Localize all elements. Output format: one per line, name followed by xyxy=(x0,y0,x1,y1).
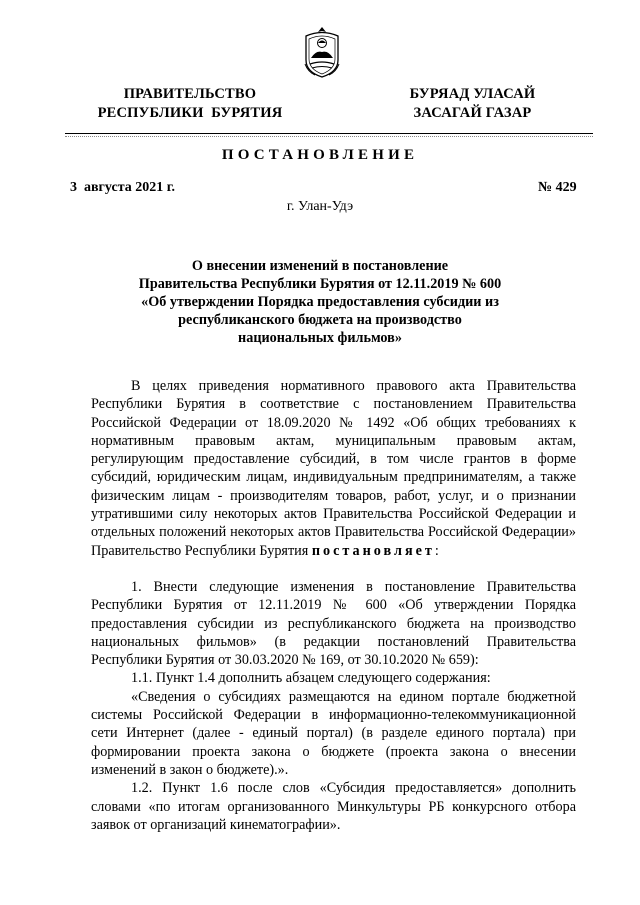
title-line: республиканского бюджета на производство xyxy=(178,312,462,328)
item-1-1-quote-paragraph: «Сведения о субсидиях размещаются на едином портале бюджетной системы Российской Федерации в информационно-телекоммуникационной сети Интернет (далее - единый портал) (в разделе единого портала) при формировании проекта закона о бюджете (проекта закона о внесении изменений в закон о бюджете).». xyxy=(91,688,576,778)
header-right-line1: БУРЯАД УЛАСАЙ xyxy=(409,86,536,102)
header-divider-dotted xyxy=(65,136,593,137)
item-1-2-paragraph: 1.2. Пункт 1.6 после слов «Субсидия предоставляется» дополнить словами «по итогам организованного Минкультуры РБ конкурсного отбора заявок от организаций кинематографии». xyxy=(91,780,576,833)
title-line: Правительства Республики Бурятия от 12.11.2019 № 600 xyxy=(138,276,502,292)
document-city: г. Улан-Удэ xyxy=(286,199,354,214)
government-name-buryat xyxy=(385,85,560,123)
header-left-line1: ПРАВИТЕЛЬСТВО xyxy=(123,86,257,102)
document-type: ПОСТАНОВЛЕНИЕ xyxy=(221,147,419,163)
government-name-russian xyxy=(90,85,290,123)
document-date: 3 августа 2021 г. xyxy=(70,180,176,195)
title-line: национальных фильмов» xyxy=(238,330,402,346)
title-line: О внесении изменений в постановление xyxy=(191,258,449,274)
header-divider xyxy=(65,133,593,134)
decree-word: постановляет xyxy=(311,542,435,559)
document-title xyxy=(120,257,520,347)
document-number: № 429 xyxy=(538,180,577,195)
republic-emblem-icon xyxy=(303,24,341,80)
paragraph-gap xyxy=(91,560,576,578)
document-body xyxy=(91,377,576,834)
header-right-line2: ЗАСАГАЙ ГАЗАР xyxy=(413,105,532,121)
decree-colon: : xyxy=(434,542,439,559)
preamble-text: В целях приведения нормативного правового акта Правительства Республики Бурятия в соответствие с постановлением Правительства Российской Федерации от 18.09.2020 № 1492 «Об общих требованиях к нормативным правовым актам, муниципальным правовым актам, регулирующим предоставление субсидий, в том числе грантов в форме субсидий, юридическим лицам, индивидуальным предпринимателям, а также физическим лицам - производителям товаров, работ, услуг, и о признании утратившими силу некоторых актов Правительства Российской Федерации и отдельных положений некоторых актов Правительства Российской Федерации» Правительство Республики Бурятия xyxy=(91,378,576,559)
title-line: «Об утверждении Порядка предоставления субсидии из xyxy=(141,294,499,310)
item-1-paragraph: 1. Внести следующие изменения в постановление Правительства Республики Бурятия от 12.11.2019 № 600 «Об утверждении Порядка предоставления субсидии из республиканского бюджета на производство национальных фильмов» (в редакции постановлений Правительства Республики Бурятия от 30.03.2020 № 169, от 30.10.2020 № 659): xyxy=(91,578,576,669)
preamble-paragraph xyxy=(91,377,576,560)
item-1-1-paragraph: 1.1. Пункт 1.4 дополнить абзацем следующего содержания: xyxy=(131,670,491,687)
header-left-line2: РЕСПУБЛИКИ БУРЯТИЯ xyxy=(97,105,283,121)
